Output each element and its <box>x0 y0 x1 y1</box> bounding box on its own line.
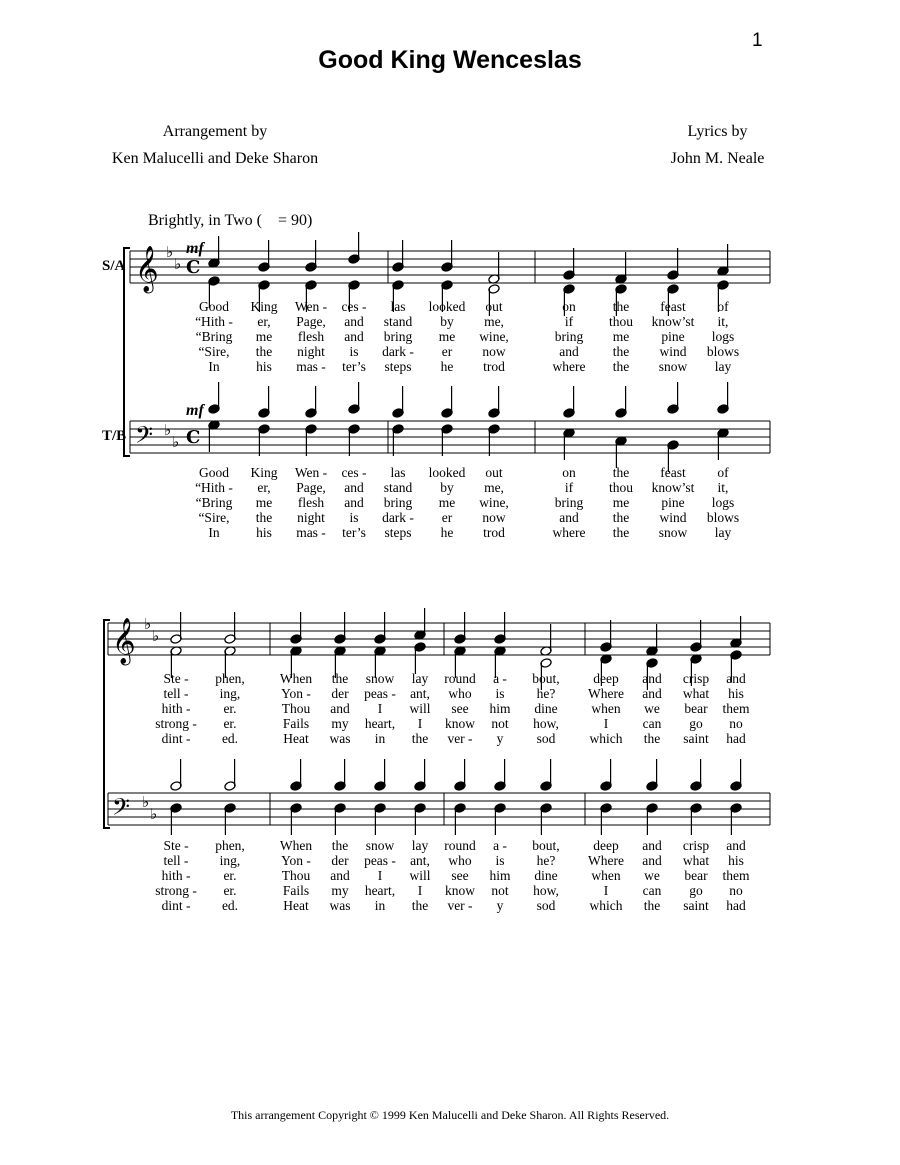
system2-tb-lyric: will <box>409 868 431 883</box>
system2-tb-lyric: ing, <box>219 853 241 868</box>
system2-sa-lyric: er. <box>223 701 237 716</box>
system1-sa-lyric: er, <box>257 314 271 329</box>
time-signature-icon: C <box>186 427 201 448</box>
system2-tb-lyric: y <box>496 898 504 913</box>
system2-tb-lyric: the <box>411 898 429 913</box>
system1-sa-lyric: “Bring <box>195 329 233 344</box>
page-number: 1 <box>752 30 763 51</box>
system1-sa-lyric: and <box>344 314 364 329</box>
system1-sa-lyric: his <box>256 359 272 374</box>
system1-tb-lyric: flesh <box>297 495 325 510</box>
system2-sa-lyric: Thou <box>281 701 311 716</box>
system2-sa-lyric: When <box>279 671 313 686</box>
system2-sa-lyric: Heat <box>283 731 309 746</box>
system2-sa-lyric: is <box>495 686 505 701</box>
system1-sa-lyric: blows <box>706 344 740 359</box>
system1-sa-lyric: ces - <box>341 299 367 314</box>
system2-sa-lyric: dine <box>534 701 558 716</box>
lyrics-label: Lyrics by <box>687 123 748 140</box>
treble-clef-icon: 𝄞 <box>135 246 159 292</box>
system1-tb-lyric: me <box>438 495 456 510</box>
system2-tb-lyric: dint - <box>161 898 191 913</box>
system2-tb-lyric: strong - <box>155 883 197 898</box>
system2-sa-lyric: heart, <box>364 716 396 731</box>
system2-sa-lyric: y <box>496 731 504 746</box>
system1-tb-lyric: he <box>440 525 454 540</box>
system2-tb-lyric: bear <box>684 868 708 883</box>
system2-tb-lyric: bout, <box>532 838 560 853</box>
system1-tb-lyric: now <box>482 510 506 525</box>
system2-tb-lyric: a - <box>493 838 507 853</box>
system2-sa-lyric: crisp <box>682 671 710 686</box>
system2-sa-lyric: he? <box>536 686 556 701</box>
system1-sa-lyric: er <box>441 344 453 359</box>
system1-tb-lyric: “Sire, <box>198 510 230 525</box>
system1-sa-lyric: the <box>255 344 273 359</box>
system2-tb-lyric: and <box>330 868 350 883</box>
lower-staff-label: T/B <box>102 428 127 444</box>
system1-sa-lyric: know’st <box>651 314 695 329</box>
system2-sa-lyric: I <box>417 716 423 731</box>
system2-sa-lyric: Ste - <box>163 671 189 686</box>
system1-tb-lyric: and <box>344 495 364 510</box>
system2-sa-lyric: the <box>331 671 349 686</box>
system1-tb-lyric: and <box>344 480 364 495</box>
system2-sa-lyric: saint <box>683 731 709 746</box>
system1-bracket <box>124 248 130 456</box>
arrangement-names: Ken Malucelli and Deke Sharon <box>111 150 319 167</box>
system2-sa-lyric: his <box>728 686 744 701</box>
system2-tb-lyric: deep <box>593 838 619 853</box>
system2-tb-lyric: is <box>495 853 505 868</box>
system2-sa-lyric: and <box>642 671 662 686</box>
system1-sa-lyric: lay <box>714 359 732 374</box>
system2-sa-lyric: hith - <box>161 701 191 716</box>
system2-tb-lyric: Yon - <box>281 853 311 868</box>
system1-sa-lyric: mas - <box>296 359 326 374</box>
system2-sa-lyric: bout, <box>532 671 560 686</box>
system2-tb-lyric: saint <box>683 898 709 913</box>
system1-sa-lyric: stand <box>383 314 413 329</box>
system2-sa-lyric: ant, <box>410 686 430 701</box>
system1-sa-lyric: on <box>562 299 576 314</box>
upper-staff-label: S/A <box>102 258 126 274</box>
system2-sa-lyric: and <box>642 686 662 701</box>
system1-tb-lyric: “Hith - <box>195 480 233 495</box>
system1-tb-lyric: his <box>256 525 272 540</box>
system1-sa-lyric: he <box>440 359 454 374</box>
system2-sa-lyric: a - <box>493 671 507 686</box>
system2-tb-lyric: er. <box>223 883 237 898</box>
system2-tb-lyric: I <box>417 883 423 898</box>
system1-tb-lyric: mas - <box>296 525 326 540</box>
system1-sa-lyric: steps <box>384 359 412 374</box>
system1-tb-lyric: trod <box>483 525 505 540</box>
system2-tb-lyric: can <box>642 883 662 898</box>
system2-tb-lyric: not <box>491 883 509 898</box>
system2-tb-lyric: ant, <box>410 853 430 868</box>
system1-sa-lyric: and <box>559 344 579 359</box>
page-title: Good King Wenceslas <box>318 46 582 74</box>
system1-tb-lyric: bring <box>554 495 584 510</box>
time-signature-icon: C <box>186 257 201 278</box>
system1-sa-lyric: wine, <box>479 329 509 344</box>
system2-sa-lyric: who <box>448 686 472 701</box>
system2-tb-lyric: them <box>722 868 750 883</box>
system1-tb-lyric: pine <box>661 495 685 510</box>
system1-sa-lyric: me, <box>484 314 504 329</box>
system1-sa-lyric: it, <box>717 314 729 329</box>
system1-tb-lyric: er, <box>257 480 271 495</box>
system1-tb-lyric: Wen - <box>294 465 328 480</box>
system1-tb-lyric: lay <box>714 525 732 540</box>
system1-tb-lyric: looked <box>428 465 466 480</box>
system2-tb-lyric: Heat <box>283 898 309 913</box>
system2-sa-lyric: and <box>726 671 746 686</box>
system2-sa-lyric: we <box>644 701 660 716</box>
system2-tb-lyric: we <box>644 868 660 883</box>
system2-tb-lyric: phen, <box>215 838 245 853</box>
system1-sa-lyric: by <box>440 314 454 329</box>
key-flat-icon: ♭ <box>144 615 152 633</box>
system2-tb-lyric: hith - <box>161 868 191 883</box>
system1-sa-lyric: pine <box>661 329 685 344</box>
key-flat-icon: ♭ <box>164 421 172 439</box>
system1-tb-lyric: and <box>559 510 579 525</box>
key-flat-icon: ♭ <box>142 793 150 811</box>
system2-sa-lyric: er. <box>223 716 237 731</box>
system2-tb-lyric: was <box>329 898 351 913</box>
system1-tb-lyric: know’st <box>651 480 695 495</box>
system2-sa-lyric: Where <box>588 686 624 701</box>
system2-tb-lyric: know <box>445 883 475 898</box>
system1-tb-lyric: stand <box>383 480 413 495</box>
system2-sa-lyric: round <box>444 671 476 686</box>
system1-tb-lyric: Good <box>199 465 229 480</box>
system1-tb-lyric: me, <box>484 480 504 495</box>
system2-tb-lyric: Fails <box>282 883 310 898</box>
system1-sa-lyric: wind <box>659 344 687 359</box>
system2-sa-lyric: in <box>374 731 386 746</box>
system2-tb-lyric: ver - <box>447 898 473 913</box>
system2-sa-lyric: peas - <box>364 686 396 701</box>
system2-sa-lyric: deep <box>593 671 619 686</box>
system1-tb-lyric: snow <box>658 525 688 540</box>
system1-sa-lyric: me <box>438 329 456 344</box>
system2-sa-lyric: was <box>329 731 351 746</box>
system1-tb-lyric: “Bring <box>195 495 233 510</box>
system1-sa-lyric: me <box>255 329 273 344</box>
system1-tb-lyric: the <box>255 510 273 525</box>
system2-sa-lyric: how, <box>533 716 559 731</box>
system2-tb-lyric: see <box>451 868 469 883</box>
system2-tb-lyric: sod <box>536 898 556 913</box>
key-flat-icon: ♭ <box>172 433 180 451</box>
system1-sa-lyric: bring <box>554 329 584 344</box>
system1-tb-lyric: night <box>297 510 325 525</box>
system1-tb-lyric: blows <box>706 510 740 525</box>
system1-sa-lyric: snow <box>658 359 688 374</box>
system1-tb-lyric: steps <box>384 525 412 540</box>
system2-sa-lyric: tell - <box>163 686 189 701</box>
system2-sa-lyric: see <box>451 701 469 716</box>
system1-tb-lyric: wine, <box>479 495 509 510</box>
system2-tb-lyric: Thou <box>281 868 311 883</box>
system2-sa-lyric: go <box>689 716 703 731</box>
system1-sa-lyric: of <box>717 299 729 314</box>
bass-clef-icon: 𝄢 <box>135 421 154 454</box>
system2-tb-lyric: my <box>331 883 349 898</box>
system2-tb-lyric: his <box>728 853 744 868</box>
system1-sa-lyric: and <box>344 329 364 344</box>
system2-tb-lyric: When <box>279 838 313 853</box>
system2-bracket <box>104 620 110 828</box>
system1-sa-lyric: King <box>250 299 278 314</box>
system2-tb-lyric: Where <box>588 853 624 868</box>
system2-sa-lyric: the <box>643 731 661 746</box>
system2-sa-lyric: I <box>603 716 609 731</box>
system1-sa-lyric: now <box>482 344 506 359</box>
system1-sa-lyric: out <box>485 299 503 314</box>
system1-tb-lyric: it, <box>717 480 729 495</box>
system2-tb-lyric: heart, <box>364 883 396 898</box>
system2-tb-lyric: in <box>374 898 386 913</box>
system2-tb-lyric: how, <box>533 883 559 898</box>
arrangement-label: Arrangement by <box>162 123 268 140</box>
system2-tb-lyric: I <box>377 868 383 883</box>
system2-tb-lyric: had <box>726 898 746 913</box>
lyricist-name: John M. Neale <box>670 150 765 167</box>
system1-sa-lyric: night <box>297 344 325 359</box>
copyright-notice: This arrangement Copyright © 1999 Ken Malucelli and Deke Sharon. All Rights Reserved. <box>230 1108 670 1122</box>
system2-sa-lyric: I <box>377 701 383 716</box>
system1-tb-lyric: me <box>255 495 273 510</box>
system1-tb-lyric: Page, <box>296 480 326 495</box>
key-flat-icon: ♭ <box>150 805 158 823</box>
system2-tb-lyric: der <box>331 853 349 868</box>
system2-tb-lyric: round <box>444 838 476 853</box>
system2-sa-lyric: Fails <box>282 716 310 731</box>
system2-sa-lyric: when <box>591 701 621 716</box>
system2-tb-lyric: and <box>726 838 746 853</box>
system2-sa-lyric: snow <box>365 671 395 686</box>
bass-clef-icon: 𝄢 <box>112 793 131 826</box>
system2-sa-lyric: the <box>411 731 429 746</box>
system2-tb-lyric: I <box>603 883 609 898</box>
system2-sa-lyric: bear <box>684 701 708 716</box>
system2-tb-lyric: crisp <box>682 838 710 853</box>
system1-sa-lyric: thou <box>608 314 634 329</box>
system2-sa-lyric: no <box>729 716 743 731</box>
system1-sa-lyric: looked <box>428 299 466 314</box>
system1-tb-lyric: logs <box>711 495 735 510</box>
system2-sa-lyric: ver - <box>447 731 473 746</box>
system1-tb-lyric: dark - <box>382 510 414 525</box>
system2-sa-lyric: them <box>722 701 750 716</box>
key-flat-icon: ♭ <box>166 243 174 261</box>
system2-tb-lyric: no <box>729 883 743 898</box>
tempo-text: Brightly, in Two ( <box>148 212 262 229</box>
system1-sa-lyric: is <box>349 344 359 359</box>
system1-sa-lyric: logs <box>711 329 735 344</box>
system1-tb-lyric: of <box>717 465 729 480</box>
system2-sa-lyric: ing, <box>219 686 241 701</box>
dynamic-lower: mf <box>186 402 204 419</box>
system2-tb-lyric: and <box>642 853 662 868</box>
system1-sa-lyric: In <box>208 359 220 374</box>
system1-tb-lyric: the <box>612 510 630 525</box>
system2-sa-lyric: and <box>330 701 350 716</box>
system2-tb-lyric: who <box>448 853 472 868</box>
system1-sa-lyric: me <box>612 329 630 344</box>
system2-tb-lyric: he? <box>536 853 556 868</box>
system1-sa-lyric: “Hith - <box>195 314 233 329</box>
system1-sa-lyric: where <box>552 359 586 374</box>
system2-sa-lyric: had <box>726 731 746 746</box>
system1-tb-lyric: is <box>349 510 359 525</box>
system2-tb-lyric: what <box>682 853 710 868</box>
system2-sa-lyric: not <box>491 716 509 731</box>
system2-tb-lyric: and <box>642 838 662 853</box>
system1-sa-lyric: “Sire, <box>198 344 230 359</box>
system1-tb-lyric: las <box>390 465 406 480</box>
system1-sa-lyric: Wen - <box>294 299 328 314</box>
treble-clef-icon: 𝄞 <box>112 618 136 664</box>
system2-tb-lyric: er. <box>223 868 237 883</box>
key-flat-icon: ♭ <box>174 255 182 273</box>
system2-sa-lyric: will <box>409 701 431 716</box>
system2-sa-lyric: what <box>682 686 710 701</box>
system1-sa-lyric: ter’s <box>342 359 366 374</box>
system2-sa-lyric: ed. <box>221 731 239 746</box>
system1-sa-lyric: if <box>564 314 574 329</box>
system1-sa-lyric: the <box>612 359 630 374</box>
system2-sa-lyric: sod <box>536 731 556 746</box>
system1-sa-lyric: Page, <box>296 314 326 329</box>
system2-sa-lyric: lay <box>411 671 429 686</box>
system1-tb-lyric: er <box>441 510 453 525</box>
system2-tb-lyric: which <box>589 898 623 913</box>
system2-tb-lyric: tell - <box>163 853 189 868</box>
system2-tb-lyric: go <box>689 883 703 898</box>
system1-sa-lyric: the <box>612 344 630 359</box>
system2-sa-lyric: der <box>331 686 349 701</box>
system1-tb-lyric: wind <box>659 510 687 525</box>
system2-tb-lyric: the <box>331 838 349 853</box>
system2-sa-lyric: know <box>445 716 475 731</box>
system1-tb-lyric: if <box>564 480 574 495</box>
system2-tb-lyric: dine <box>534 868 558 883</box>
system1-tb-lyric: In <box>208 525 220 540</box>
system1-tb-lyric: King <box>250 465 278 480</box>
system2-sa-lyric: my <box>331 716 349 731</box>
system1-sa-lyric: trod <box>483 359 505 374</box>
system2-tb-lyric: ed. <box>221 898 239 913</box>
system1-sa-lyric: bring <box>383 329 413 344</box>
system1-sa-lyric: dark - <box>382 344 414 359</box>
system2-sa-lyric: dint - <box>161 731 191 746</box>
system1-sa-lyric: flesh <box>297 329 325 344</box>
system2-tb-lyric: lay <box>411 838 429 853</box>
system2-sa-lyric: can <box>642 716 662 731</box>
system1-tb-lyric: bring <box>383 495 413 510</box>
system2-tb-lyric: him <box>489 868 511 883</box>
system2-sa-lyric: strong - <box>155 716 197 731</box>
system1-tb-lyric: out <box>485 465 503 480</box>
system1-tb-lyric: ces - <box>341 465 367 480</box>
system2-tb-lyric: peas - <box>364 853 396 868</box>
system1-tb-lyric: ter’s <box>342 525 366 540</box>
key-flat-icon: ♭ <box>152 627 160 645</box>
system2-tb-lyric: the <box>643 898 661 913</box>
dynamic-upper: mf <box>186 240 204 257</box>
system1-tb-lyric: by <box>440 480 454 495</box>
system2-tb-lyric: when <box>591 868 621 883</box>
system2-sa-lyric: Yon - <box>281 686 311 701</box>
system2-sa-lyric: which <box>589 731 623 746</box>
system1-sa-lyric: the <box>612 299 630 314</box>
system1-sa-lyric: feast <box>660 299 686 314</box>
system2-sa-lyric: phen, <box>215 671 245 686</box>
system2-tb-lyric: Ste - <box>163 838 189 853</box>
system2-tb-lyric: snow <box>365 838 395 853</box>
system1-tb-lyric: the <box>612 465 630 480</box>
system1-sa-lyric: las <box>390 299 406 314</box>
system1-tb-lyric: where <box>552 525 586 540</box>
system1-tb-lyric: feast <box>660 465 686 480</box>
system1-tb-lyric: thou <box>608 480 634 495</box>
metronome-value: = 90) <box>278 212 313 229</box>
system1-tb-lyric: the <box>612 525 630 540</box>
system2-sa-lyric: him <box>489 701 511 716</box>
system1-sa-lyric: Good <box>199 299 229 314</box>
system1-tb-lyric: on <box>562 465 576 480</box>
system1-tb-lyric: me <box>612 495 630 510</box>
